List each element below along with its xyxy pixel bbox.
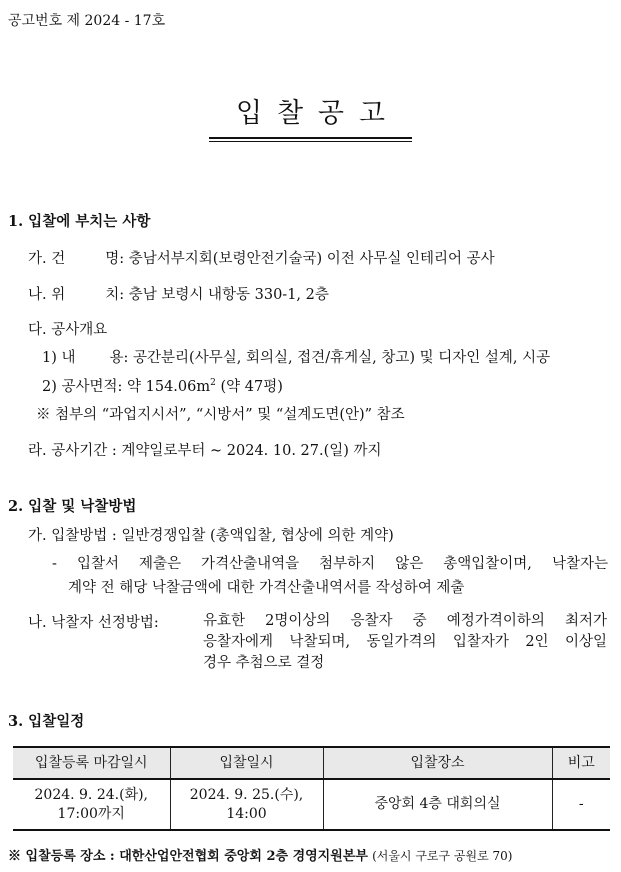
item-bid-method: 가. 입찰방법 : 일반경쟁입찰 (총액입찰, 협상에 의한 계약) [28,528,394,544]
item-location-label-start: 나. 위 [28,287,66,303]
page-title: 입찰공고 [236,98,400,129]
item-project-name-value: 충남서부지회(보령안전기술국) 이전 사무실 인테리어 공사 [128,251,495,267]
cell-bid-datetime-line1: 2024. 9. 25.(수), [189,786,304,803]
overview-area [42,375,283,396]
overview-area-label: 2) 공사면적: [42,379,123,395]
cell-deadline [13,779,170,830]
item-selection-label: 나. 낙찰자 선정방법: [28,615,159,631]
item-selection-line3: 경우 추첨으로 결정 [203,655,325,671]
cell-remark: - [552,779,610,830]
bid-method-detail-line2: 계약 전 해당 낙찰금액에 대한 가격산출내역서를 작성하여 제출 [68,580,465,596]
registration-place-address: (서울시 구로구 공원로 70) [372,849,513,863]
item-period: 라. 공사기간 : 계약일로부터 ~ 2024. 10. 27.(일) 까지 [28,443,382,459]
header-remark: 비고 [552,747,610,779]
item-project-name [28,247,495,268]
header-bid-datetime: 입찰일시 [170,747,323,779]
header-place: 입찰장소 [323,747,552,779]
schedule-table [13,746,610,831]
cell-bid-datetime-line2: 14:00 [226,805,267,822]
registration-place-main: ※ 입찰등록 장소 : 대한산업안전협회 중앙회 2층 경영지원본부 [8,849,368,864]
attachment-note: ※ 첨부의 “과업지시서”, “시방서” 및 “설계도면(안)” 참조 [36,407,405,423]
overview-area-suffix: (약 47평) [220,379,283,395]
cell-bid-datetime [170,779,323,830]
item-selection-line1: 유효한 2명이상의 응찰자 중 예정가격이하의 최저가 [203,613,607,629]
overview-area-value: 약 154.06m [127,379,211,395]
item-location-value: 충남 보령시 내항동 330-1, 2층 [128,287,329,303]
item-project-name-label-end: 명: [105,251,125,267]
item-overview: 다. 공사개요 [28,322,108,338]
item-location-label-end: 치: [105,287,125,303]
bid-method-detail-line1: - 입찰서 제출은 가격산출내역을 첨부하지 않은 총액입찰이며, 낙찰자는 [52,556,608,572]
item-selection-line2: 응찰자에게 낙찰되며, 동일가격의 입찰자가 2인 이상일 [203,634,607,650]
title-underline-top [209,137,412,139]
overview-content-label-end: 용: [109,350,129,366]
item-selection-text [203,611,607,674]
item-project-name-label-start: 가. 건 [28,251,66,267]
bid-method-detail [52,552,608,597]
section2-heading: 2. 입찰 및 낙찰방법 [8,498,137,515]
schedule-table-row [13,779,610,830]
header-deadline: 입찰등록 마감일시 [13,747,170,779]
title-underline-bottom [209,141,412,142]
schedule-table-header-row [13,747,610,779]
overview-content-label-start: 1) 내 [42,350,76,366]
section1-heading: 1. 입찰에 부치는 사항 [8,213,151,230]
item-location [28,283,329,304]
overview-content-value: 공간분리(사무실, 회의실, 접견/휴게실, 창고) 및 디자인 설계, 시공 [133,350,551,366]
section3-heading: 3. 입찰일정 [8,713,85,730]
overview-area-sup: 2 [210,378,216,389]
notice-number: 공고번호 제 2024 - 17호 [8,13,166,29]
cell-deadline-line1: 2024. 9. 24.(화), [34,786,148,803]
cell-place: 중앙회 4층 대회의실 [323,779,552,830]
registration-place-note [8,845,512,864]
overview-content [42,346,550,367]
cell-deadline-line2: 17:00까지 [57,805,125,822]
